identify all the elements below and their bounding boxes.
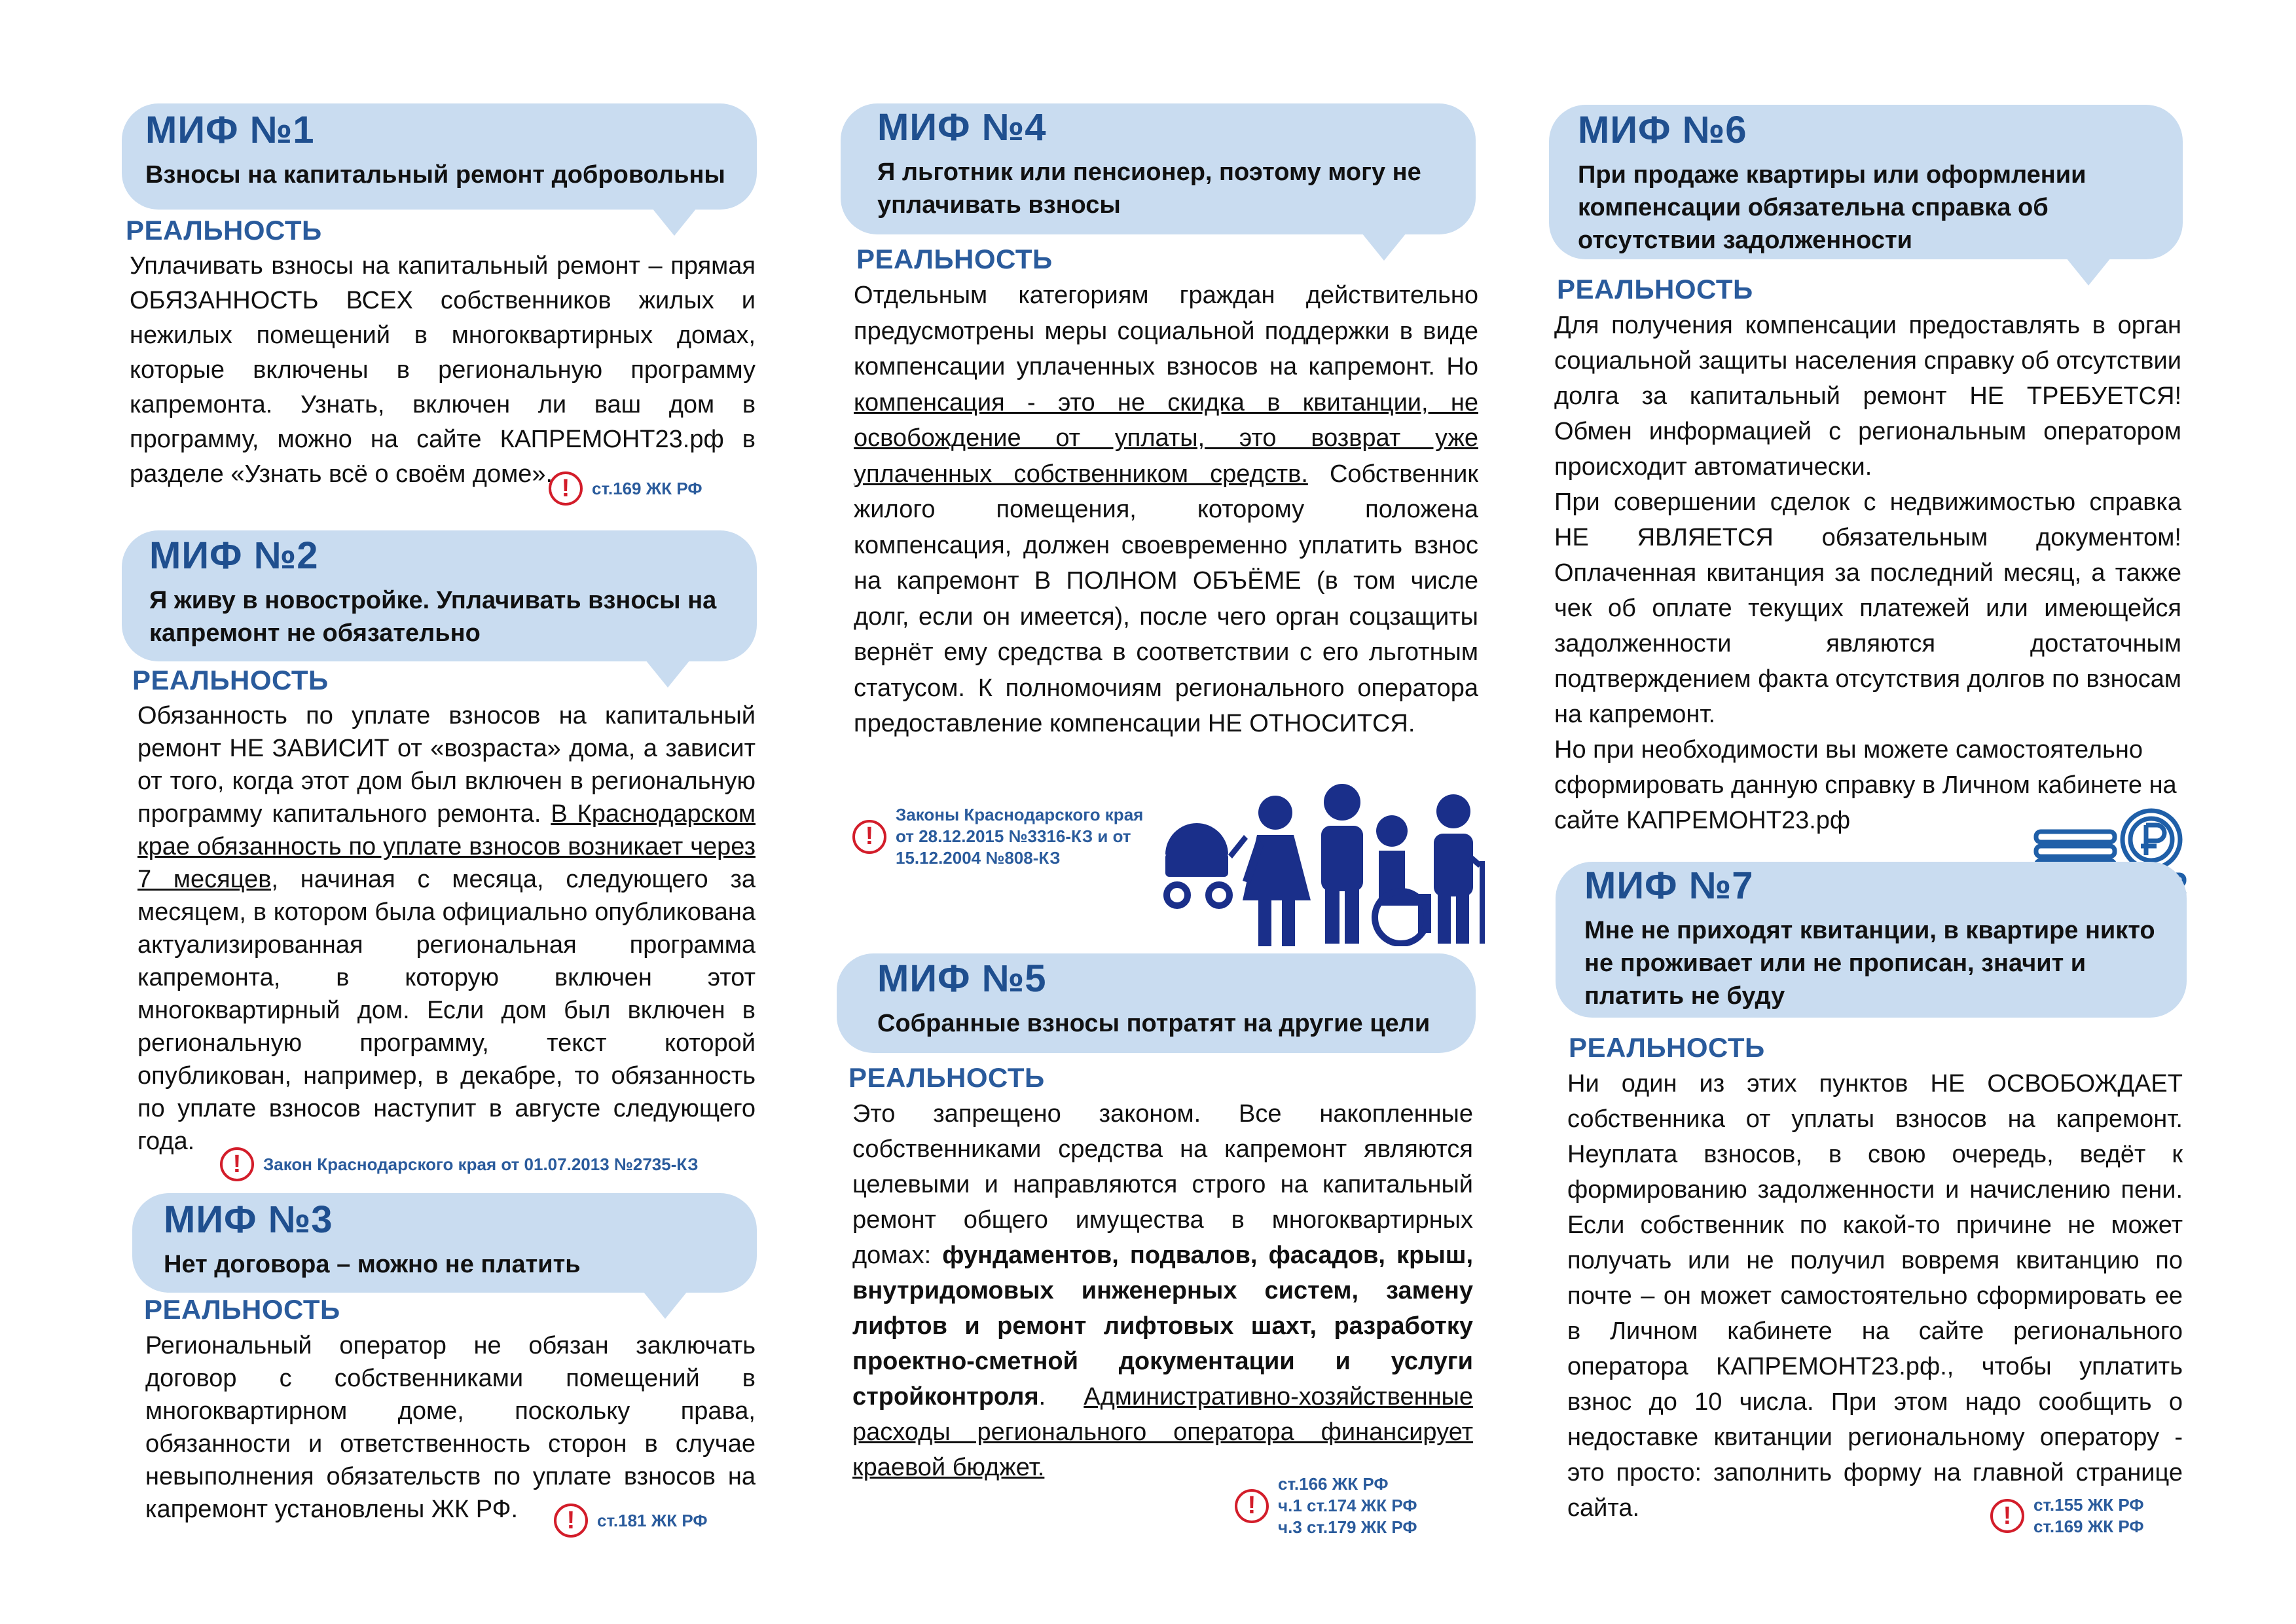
ref-line: 15.12.2004 №808-КЗ [896, 848, 1061, 868]
myth-4-reference [852, 804, 1143, 869]
warning-icon: ! [549, 471, 583, 506]
people-icon [1159, 783, 1499, 946]
myth-3-title: МИФ №3 [164, 1198, 333, 1241]
myth-1-bubble [122, 103, 757, 210]
myth-4-text-part-1: Отдельным категориям граждан действительно предусмотрены меры социальной поддержки в виде компенсации уплаченных взносов на капремонт. Но [854, 282, 1478, 380]
myth-7-reference [1990, 1494, 2144, 1538]
myth-4-reality-text [854, 278, 1478, 742]
warning-icon: ! [554, 1504, 588, 1538]
myth-5-reference [1235, 1473, 1417, 1538]
myth-5-text-dot: . [1038, 1383, 1046, 1411]
myth-5-text-part-1: Это запрещено законом. Все накопленные собственниками средства на капремонт являются целевыми и направляются строго на капитальный ремонт общего имущества в многоквартирных домах: [852, 1100, 1473, 1269]
myth-2-reference [220, 1147, 699, 1181]
myth-6-statement: При продаже квартиры или оформлении компенсации обязательна справка об отсутствии задолженности [1578, 161, 2086, 254]
myth-6-paragraph-2: При совершении сделок с недвижимостью справка НЕ ЯВЛЯЕТСЯ обязательным документом! Оплаченная квитанция за последний месяц, а также чек об оплате текущих платежей или имеющейся задолженности являются достаточным подтверждением факта отсутствия долгов по взносам на капремонт. [1554, 489, 2181, 728]
myth-1-reality-label: РЕАЛЬНОСТЬ [126, 215, 322, 246]
warning-icon: ! [852, 820, 886, 854]
myth-6-title: МИФ №6 [1578, 109, 1747, 151]
ref-line: ч.3 ст.179 ЖК РФ [1278, 1517, 1417, 1537]
myth-6-reality-label: РЕАЛЬНОСТЬ [1557, 274, 1753, 304]
myth-3-reference [554, 1504, 708, 1538]
myth-4-text-underlined: компенсация - это не скидка в квитанции, не освобождение от уплаты, это возврат уже уплаченных собственником средств. [854, 388, 1478, 488]
myth-2-statement: Я живу в новостройке. Уплачивать взносы на капремонт не обязательно [149, 587, 717, 647]
myth-7-title: МИФ №7 [1584, 864, 1754, 907]
myth-3-bubble [132, 1193, 757, 1293]
myth-6-paragraph-1: Для получения компенсации предоставлять в орган социальной защиты населения справку об отсутствии долга за капитальный ремонт НЕ ТРЕБУЕТСЯ! Обмен информацией с региональным оператором происходит автоматически. [1554, 312, 2181, 481]
myth-1-title: МИФ №1 [145, 109, 315, 151]
myth-1-statement: Взносы на капитальный ремонт добровольны [145, 161, 725, 189]
myth-7-reality-text: Ни один из этих пунктов НЕ ОСВОБОЖДАЕТ собственника от уплаты взносов на капремонт. Неуплата взносов, в свою очередь, ведёт к формированию задолженности и начислению пени. Если собственник по какой-то причине не может получать или не получил вовремя квитанцию по почте – он может самостоятельно сформировать ее в Личном кабинете на сайте регионального оператора КАПРЕМОНТ23.рф., чтобы уплатить взнос до 10 числа. При этом надо сообщить о недоставке квитанции региональному оператору - это просто: заполнить форму на главной странице сайта. [1567, 1070, 2183, 1522]
warning-icon: ! [1235, 1489, 1269, 1523]
myth-4-statement: Я льготник или пенсионер, поэтому могу не уплачивать взносы [877, 158, 1421, 219]
myth-2-bubble [122, 530, 757, 661]
ref-line: ст.155 ЖК РФ [2033, 1495, 2144, 1515]
myth-7-bubble [1556, 862, 2187, 1018]
myth-4-title: МИФ №4 [877, 106, 1047, 149]
myth-2-reality-label: РЕАЛЬНОСТЬ [132, 665, 329, 695]
ref-line: Законы Краснодарского края [896, 805, 1144, 824]
myth-7-reality-label: РЕАЛЬНОСТЬ [1569, 1032, 1765, 1063]
myth-1-reality-text: Уплачивать взносы на капитальный ремонт – прямая ОБЯЗАННОСТЬ ВСЕХ собственников жилых и нежилых помещений в многоквартирных домах, которые включены в региональную программу капремонта. Узнать, включен ли ваш дом в программу, можно на сайте КАПРЕМОНТ23.рф в разделе «Узнать всё о своём доме». [130, 252, 756, 488]
ref-line: ч.1 ст.174 ЖК РФ [1278, 1496, 1417, 1515]
myth-4-text-part-2: Собственник жилого помещения, которому положена компенсация, должен своевременно уплатить взнос на капремонт В ПОЛНОМ ОБЪЁМЕ (в том числе долг, если он имеется), после чего орган соцзащиты вернёт ему средства в соответствии с его льготным статусом. К полномочиям регионального оператора предоставление компенсации НЕ ОТНОСИТСЯ. [854, 460, 1478, 737]
myth-5-ref-lines [1278, 1473, 1417, 1538]
myth-5-title: МИФ №5 [877, 957, 1047, 1000]
myth-6-paragraph-3: Но при необходимости вы можете самостоятельно сформировать данную справку в Личном кабинете на сайте КАПРЕМОНТ23.рф [1554, 736, 2177, 834]
myth-4-bubble [841, 103, 1476, 234]
myth-2-text-underlined: В Краснодарском крае обязанность по уплате взносов возникает через 7 месяцев, [137, 800, 756, 893]
myth-7-ref-lines [2033, 1494, 2144, 1538]
myth-5-reality-label: РЕАЛЬНОСТЬ [848, 1062, 1045, 1093]
myth-5-statement: Собранные взносы потратят на другие цели [877, 1010, 1430, 1037]
myth-5-bubble [837, 953, 1476, 1053]
myth-4-reality-label: РЕАЛЬНОСТЬ [856, 244, 1053, 274]
myth-2-ref-line: Закон Краснодарского края от 01.07.2013 №2735-КЗ [263, 1154, 699, 1174]
warning-icon: ! [1990, 1499, 2024, 1533]
myth-4-ref-lines [896, 804, 1143, 869]
ref-line: от 28.12.2015 №3316-КЗ и от [896, 826, 1131, 846]
myth-5-text-underlined: Административно-хозяйственные расходы регионального оператора финансирует краевой бюджет. [852, 1383, 1473, 1481]
myth-3-reality-text: Региональный оператор не обязан заключать договор с собственниками помещений в многоквартирном доме, поскольку права, обязанности и ответственность сторон в случае невыполнения обязательств по уплате взносов на капремонт установлены ЖК РФ. [145, 1332, 756, 1523]
myth-5-text-bold: фундаментов, подвалов, фасадов, крыш, внутридомовых инженерных систем, замену лифтов и ремонт лифтовых шахт, разработку проектно-сметной документации и услуги стройконтроля [852, 1242, 1473, 1411]
myth-2-title: МИФ №2 [149, 534, 319, 577]
myth-7-statement: Мне не приходят квитанции, в квартире никто не проживает или не прописан, значит и платить не буду [1584, 917, 2155, 1010]
myth-6-bubble [1549, 105, 2183, 259]
myth-2-reality-text [137, 699, 756, 1158]
myth-5-reality-text [852, 1096, 1473, 1485]
ref-line: ст.166 ЖК РФ [1278, 1474, 1389, 1494]
myth-2-text-part-1: Обязанность по уплате взносов на капитальный ремонт НЕ ЗАВИСИТ от «возраста» дома, а зависит от того, когда этот дом был включен в региональную программу капитального ремонта. [137, 702, 756, 828]
myth-2-text-part-2: начиная с месяца, следующего за месяцем, в котором была официально опубликована актуализированная региональная программа капремонта, в которую включен этот многоквартирный дом. Если дом был включен в региональную программу, текст которой опубликован, например, в декабре, то обязанность по уплате взносов наступит в августе следующего года. [137, 866, 756, 1155]
myth-3-ref-line: ст.181 ЖК РФ [597, 1510, 708, 1530]
myth-6-reality-text [1554, 308, 2181, 838]
myth-1-ref-line: ст.169 ЖК РФ [592, 478, 702, 498]
myth-1-reference [549, 471, 702, 506]
warning-icon: ! [220, 1147, 254, 1181]
myth-3-reality-label: РЕАЛЬНОСТЬ [144, 1294, 340, 1325]
myth-3-statement: Нет договора – можно не платить [164, 1251, 581, 1278]
ref-line: ст.169 ЖК РФ [2033, 1517, 2144, 1536]
